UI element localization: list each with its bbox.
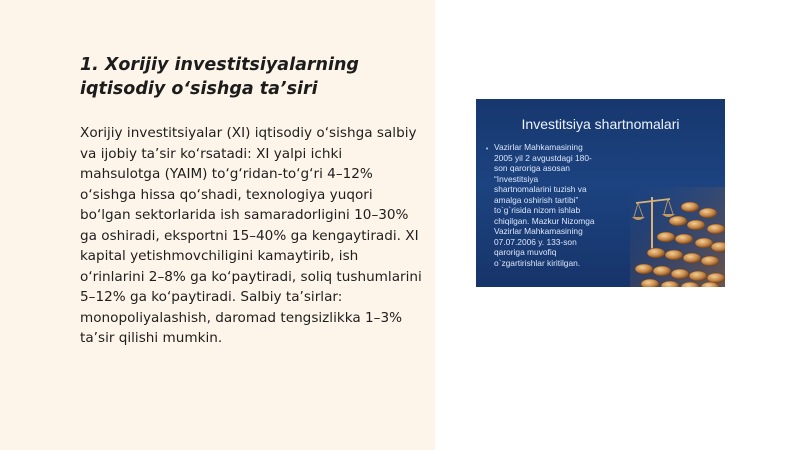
- picture-title: Investitsiya shartnomalari: [521, 116, 680, 132]
- slide-picture: [476, 99, 725, 287]
- bullet-dot-icon: •: [485, 145, 490, 153]
- coins-and-scales-icon: [630, 187, 725, 287]
- slide-title: 1. Xorijiy investitsiyalarning iqtisodiy o‘sishga ta’siri: [80, 55, 359, 99]
- picture-text: Vazirlar Mahkamasining 2005 yil 2 avgustdagi 180- son qaroriga asosan “Investitsiya shartnomalarini tuzish va amalga oshirish tartibi” to`g`risida nizom ishlab chiqilgan. Mazkur Nizomga Vazirlar Mahkamasining 07.07.2006 y. 133-son qaroriga muvofiq o`zgartirishlar kiritilgan.: [494, 142, 595, 268]
- slide-body-text: Xorijiy investitsiyalar (XI) iqtisodiy o‘sishga salbiy va ijobiy ta’sir ko‘rsatadi: XI yalpi ichki mahsulotga (YAIM) to‘g‘ridan-to‘g‘ri 4–12% o‘sishga hissa qo‘shadi, texnologiya yuqori bo‘lgan sektorlarida ish samaradorligini 10–30% ga oshiradi, eksportni 15–40% ga kengaytiradi. XI kapital yetishmovchiligini kamaytirib, ish o‘rinlarini 2–8% ga ko‘paytiradi, soliq tushumlarini 5–12% ga ko‘paytiradi. Salbiy ta’sirlar: monopoliyalashish, daromad tengsizlikka 1–3% ta’sir qilishi mumkin.: [80, 125, 422, 346]
